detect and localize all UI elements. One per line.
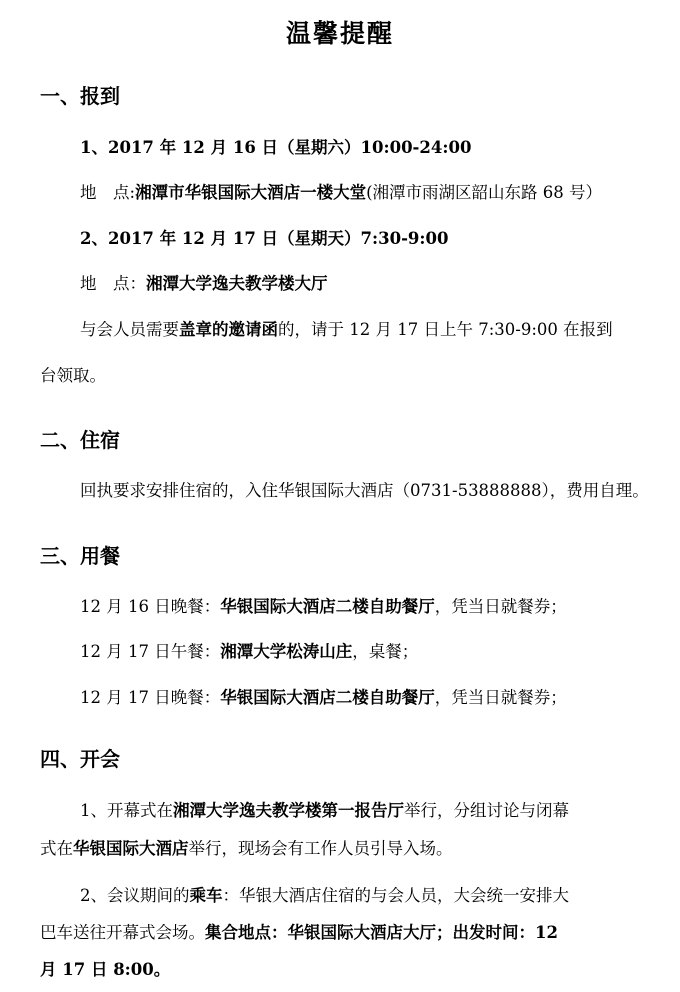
registration-date-1: 1、2017 年 12 月 16 日（星期六）10:00-24:00 <box>80 138 472 157</box>
meeting-note-2-end: 月 17 日 8:00。 <box>40 960 171 979</box>
registration-location-2: 地 点：湘潭大学逸夫教学楼大厅 <box>80 274 328 293</box>
invitation-note: 与会人员需要盖章的邀请函的，请于 12 月 17 日上午 7:30-9:00 在报到 <box>80 320 613 339</box>
meeting-note-2: 2、会议期间的乘车：华银大酒店住宿的与会人员，大会统一安排大 <box>80 886 569 905</box>
page-title: 温馨提醒 <box>285 19 394 48</box>
section-heading-accommodation: 二、住宿 <box>40 428 120 452</box>
meal-item: 12 月 17 日晚餐：华银国际大酒店二楼自助餐厅，凭当日就餐券； <box>80 688 567 707</box>
section-heading-meeting: 四、开会 <box>40 747 120 771</box>
meeting-note-2-cont: 巴车送往开幕式会场。集合地点：华银国际大酒店大厅；出发时间：12 <box>40 923 558 942</box>
registration-location-1: 地 点:湘潭市华银国际大酒店一楼大堂(湘潭市雨湖区韶山东路 68 号） <box>80 183 602 202</box>
meal-item: 12 月 16 日晚餐：华银国际大酒店二楼自助餐厅，凭当日就餐券； <box>80 597 567 616</box>
accommodation-note: 回执要求安排住宿的，入住华银国际大酒店（0731-53888888），费用自理。 <box>80 481 649 500</box>
registration-date-2: 2、2017 年 12 月 17 日（星期天）7:30-9:00 <box>80 229 449 248</box>
section-heading-registration: 一、报到 <box>40 84 120 108</box>
invitation-note-cont: 台领取。 <box>40 366 106 385</box>
meal-item: 12 月 17 日午餐：湘潭大学松涛山庄，桌餐； <box>80 642 419 661</box>
section-heading-meals: 三、用餐 <box>40 544 120 568</box>
meeting-note-1-cont: 式在华银国际大酒店举行，现场会有工作人员引导入场。 <box>40 839 453 858</box>
meeting-note-1: 1、开幕式在湘潭大学逸夫教学楼第一报告厅举行，分组讨论与闭幕 <box>80 801 569 820</box>
